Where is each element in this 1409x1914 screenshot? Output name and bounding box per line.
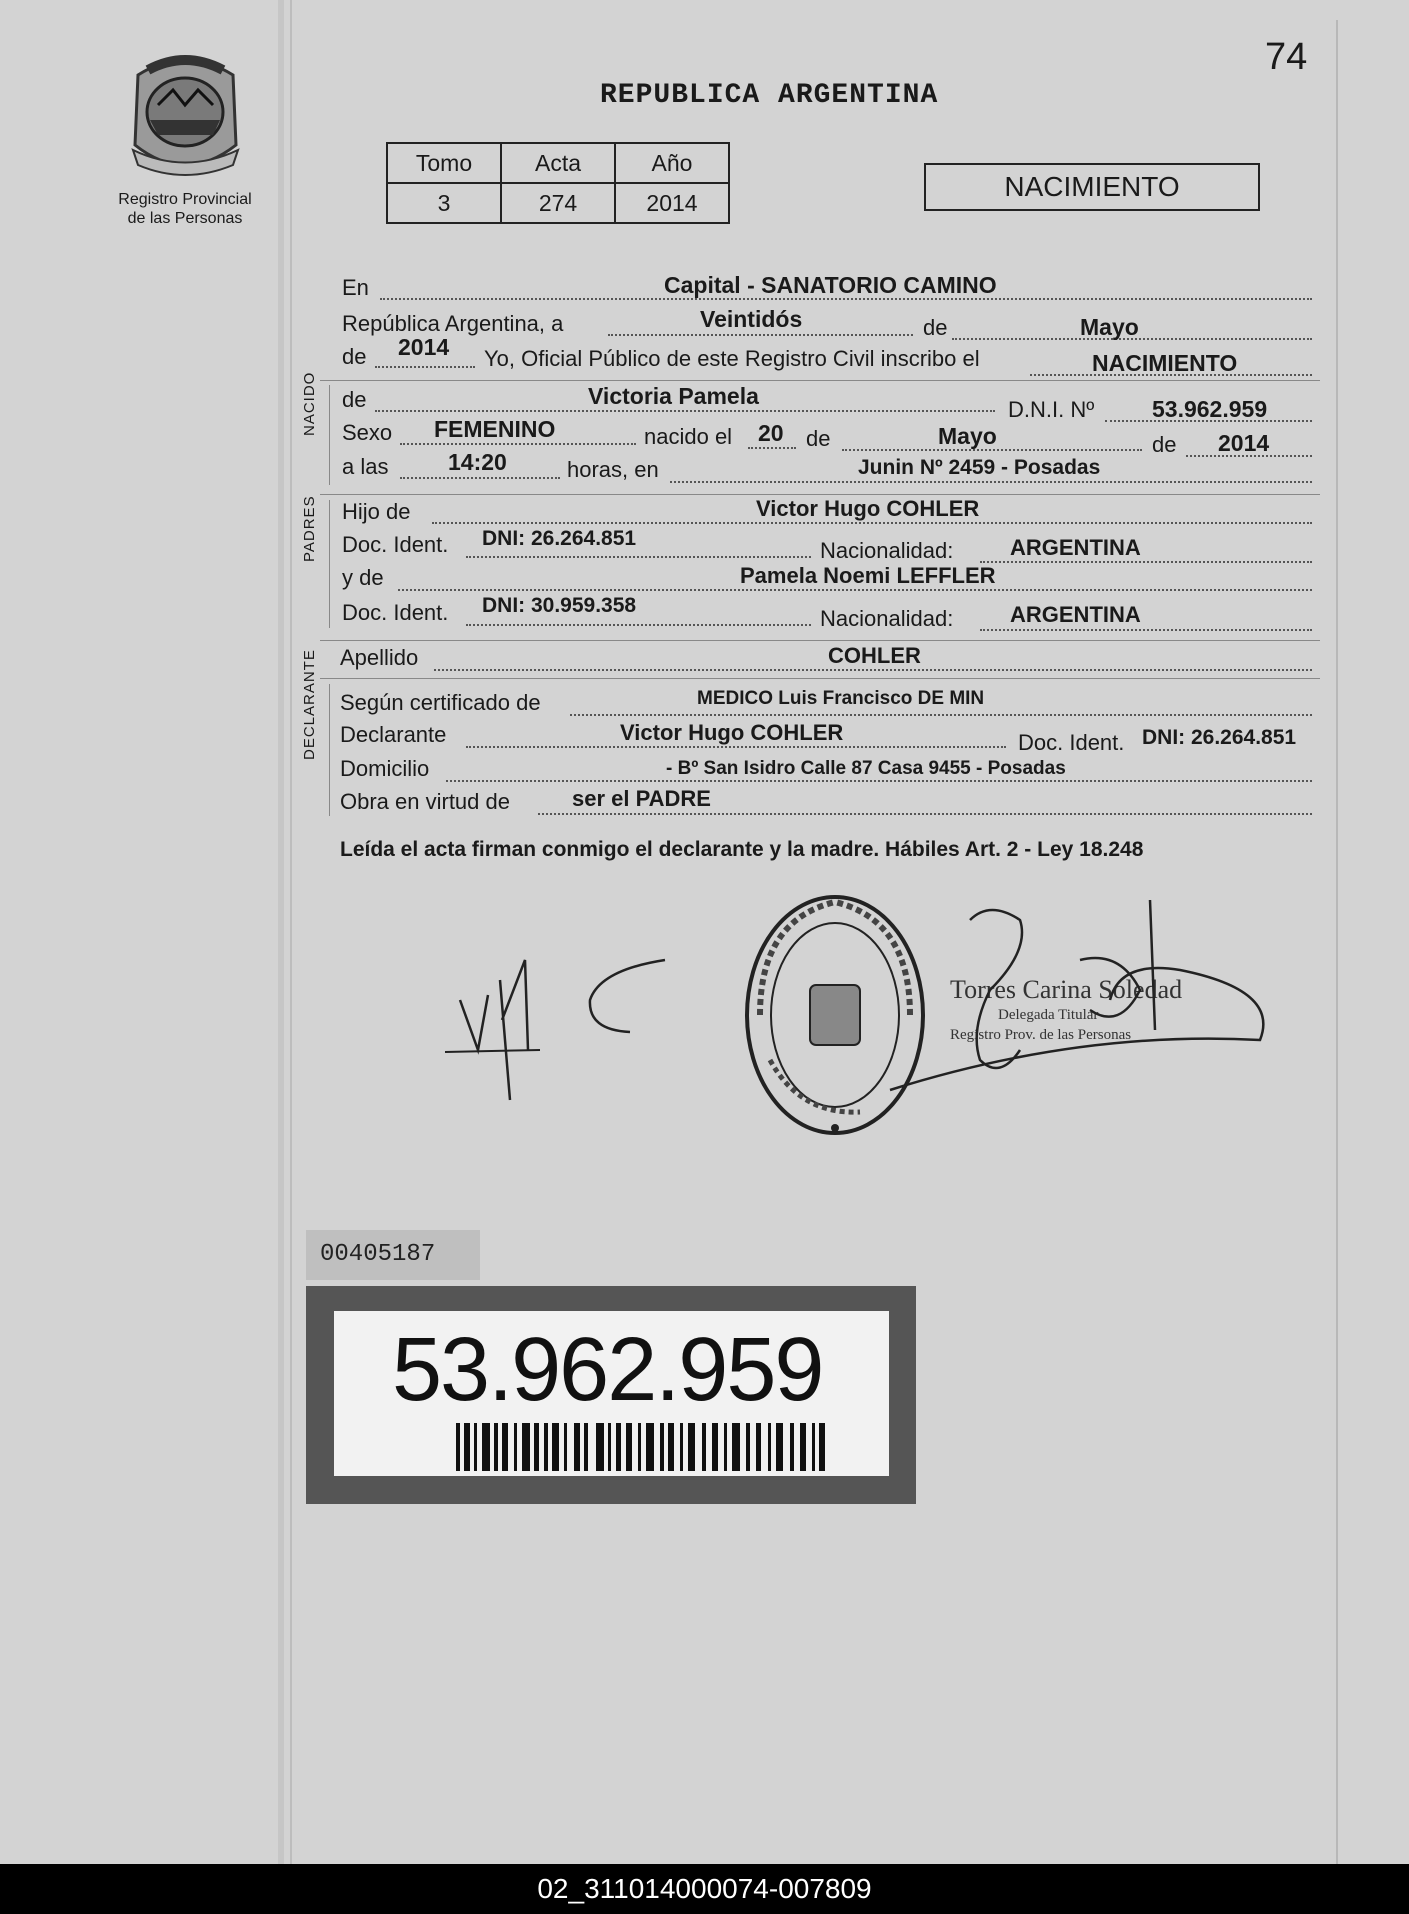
dotted-line (446, 780, 1312, 782)
dotted-line (398, 589, 1312, 591)
dotted-line (466, 746, 1006, 748)
barcode-icon (456, 1423, 826, 1471)
sex-value: FEMENINO (434, 416, 556, 442)
yde-label: y de (342, 565, 384, 590)
birth-year-value: 2014 (1218, 430, 1270, 456)
father-nat-value: ARGENTINA (1010, 535, 1141, 560)
padres-side-text: PADRES (301, 495, 318, 562)
logo-caption-line-1: Registro Provincial (118, 191, 252, 208)
capacity-value: ser el PADRE (572, 786, 711, 811)
nacido-label: nacido el (644, 424, 733, 449)
doc-ident-label: Doc. Ident. (342, 532, 449, 557)
registry-table (386, 142, 730, 224)
registry-header-anio: Año (615, 143, 729, 183)
mother-value: Pamela Noemi LEFFLER (740, 563, 996, 588)
dotted-line (608, 334, 913, 336)
section-separator (320, 640, 1320, 641)
dotted-line (670, 481, 1312, 483)
mother-nat-value: ARGENTINA (1010, 602, 1141, 627)
declarant-doc-value: DNI: 26.264.851 (1142, 726, 1297, 749)
a-las-label: a las (342, 454, 389, 479)
registry-header-acta: Acta (501, 143, 615, 183)
dotted-line (980, 629, 1312, 631)
republica-label: República Argentina, a (342, 311, 564, 336)
dni-label-sticker (306, 1286, 916, 1504)
declarant-doc-label: Doc. Ident. (1018, 730, 1125, 755)
registry-header-tomo: Tomo (387, 143, 501, 183)
document-title: REPUBLICA ARGENTINA (600, 80, 939, 111)
dotted-line (466, 624, 811, 626)
dotted-line (375, 410, 995, 412)
declarante-side-text: DECLARANTE (301, 649, 318, 760)
serial-number: 00405187 (306, 1230, 480, 1280)
section-bar (329, 684, 330, 816)
registry-value-anio: 2014 (615, 183, 729, 223)
de5-label: de (1152, 432, 1177, 457)
nacionalidad-label: Nacionalidad: (820, 606, 954, 631)
official-signature-icon (880, 880, 1280, 1100)
dotted-line (980, 561, 1312, 563)
official-role: Delegada Titular (998, 1007, 1099, 1023)
sexo-label: Sexo (342, 420, 393, 445)
dotted-line (538, 813, 1312, 815)
page-fold (278, 0, 284, 1864)
right-border (1336, 20, 1338, 1864)
address-value: - Bº San Isidro Calle 87 Casa 9455 - Posadas (666, 758, 1066, 779)
registry-value-row (387, 183, 729, 223)
apellido-label: Apellido (340, 645, 419, 670)
closing-statement: Leída el acta firman conmigo el declarante y la madre. Hábiles Art. 2 - Ley 18.248 (340, 838, 1144, 861)
domicilio-label: Domicilio (340, 756, 430, 781)
birth-time-value: 14:20 (448, 449, 507, 475)
dotted-line (400, 443, 636, 445)
declarante-label: Declarante (340, 722, 447, 747)
dni-label-number: 53.962.959 (392, 1320, 823, 1420)
father-value: Victor Hugo COHLER (756, 496, 980, 521)
logo-caption-line-2: de las Personas (127, 210, 243, 227)
inscribo-label: Yo, Oficial Público de este Registro Civil inscribo el (484, 346, 980, 371)
act-type-value: NACIMIENTO (1092, 350, 1238, 376)
registry-value-tomo: 3 (387, 183, 501, 223)
doc-ident-label: Doc. Ident. (342, 600, 449, 625)
de4-label: de (806, 426, 831, 451)
day-words-value: Veintidós (700, 306, 803, 332)
surname-value: COHLER (828, 643, 921, 668)
mother-doc-value: DNI: 30.959.358 (482, 594, 637, 617)
place-value: Capital - SANATORIO CAMINO (664, 272, 997, 298)
section-separator (320, 380, 1320, 381)
en-label: En (342, 275, 369, 300)
act-type-box: NACIMIENTO (924, 163, 1260, 211)
official-office: Registro Prov. de las Personas (950, 1027, 1132, 1043)
declarant-signature-icon (440, 940, 670, 1110)
nacido-side-text: NACIDO (301, 371, 318, 436)
section-separator (320, 678, 1320, 679)
dni-label-inner (334, 1311, 889, 1476)
registry-value-acta: 274 (501, 183, 615, 223)
section-separator (320, 494, 1320, 495)
nacionalidad-label: Nacionalidad: (820, 538, 954, 563)
section-bar (329, 385, 330, 485)
padres-side-label (301, 495, 321, 562)
official-name: Torres Carina Soledad (950, 975, 1183, 1004)
de3-label: de (342, 387, 367, 412)
dotted-line (748, 447, 796, 449)
registry-header-row (387, 143, 729, 183)
obra-label: Obra en virtud de (340, 789, 510, 814)
child-name-value: Victoria Pamela (588, 383, 759, 409)
certificate-value: MEDICO Luis Francisco DE MIN (697, 688, 985, 709)
declarante-side-label (301, 649, 321, 760)
dni-label: D.N.I. Nº (1008, 397, 1095, 422)
birth-month-value: Mayo (938, 423, 997, 449)
dotted-line (432, 522, 1312, 524)
birth-place-value: Junin Nº 2459 - Posadas (858, 456, 1101, 479)
dotted-line (466, 556, 811, 558)
provincia-misiones-seal-icon (118, 50, 253, 180)
father-doc-value: DNI: 26.264.851 (482, 527, 637, 550)
page-number: 74 (1265, 36, 1308, 78)
hijo-label: Hijo de (342, 499, 411, 524)
dotted-line (400, 477, 560, 479)
scan-footer-code: 02_311014000074-007809 (0, 1864, 1409, 1914)
horas-label: horas, en (567, 457, 659, 482)
dotted-line (570, 714, 1312, 716)
dotted-line (434, 669, 1312, 671)
year-value: 2014 (398, 334, 450, 360)
month-value: Mayo (1080, 314, 1139, 340)
margin-line (290, 0, 292, 1864)
de2-label: de (342, 344, 367, 369)
logo-caption (95, 190, 275, 228)
segun-label: Según certificado de (340, 690, 541, 715)
de-label: de (923, 315, 948, 340)
dni-value: 53.962.959 (1152, 396, 1268, 422)
birth-day-value: 20 (758, 420, 784, 446)
section-bar (329, 500, 330, 628)
dotted-line (375, 366, 475, 368)
nacido-side-label (301, 371, 321, 436)
declarant-value: Victor Hugo COHLER (620, 720, 844, 745)
